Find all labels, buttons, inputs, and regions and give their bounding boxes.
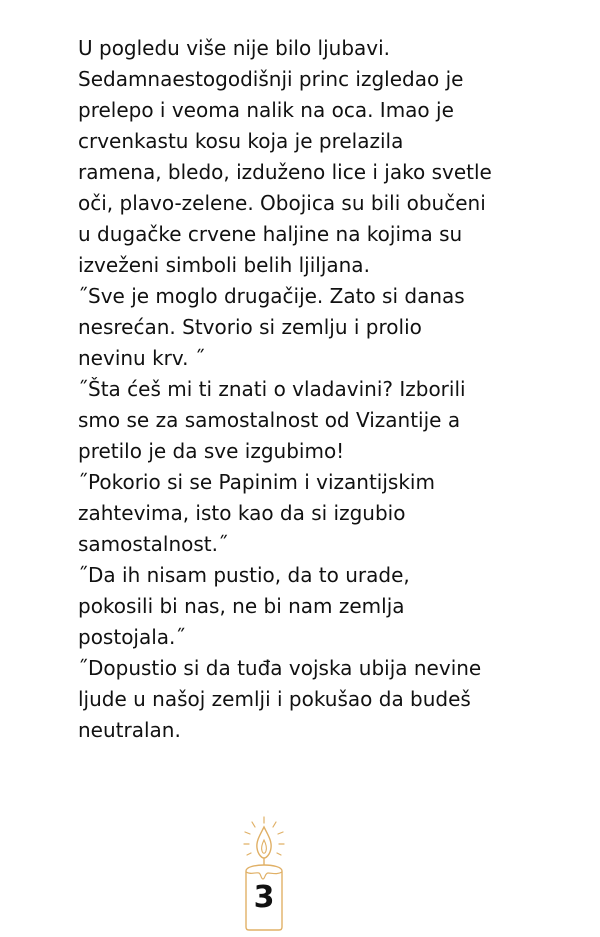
text-line: ljude u našoj zemlji i pokušao da budeš bbox=[78, 687, 471, 711]
paragraph bbox=[78, 653, 518, 746]
text-line: u dugačke crvene haljine na kojima su bbox=[78, 222, 463, 246]
paragraph bbox=[78, 560, 518, 653]
text-line: neutralan. bbox=[78, 718, 181, 742]
text-line: samostalnost.˝ bbox=[78, 532, 228, 556]
text-line: pretilo je da sve izgubimo! bbox=[78, 439, 345, 463]
page-number: 3 bbox=[253, 880, 275, 915]
text-line: ˝Pokorio si se Papinim i vizantijskim bbox=[78, 470, 435, 494]
text-line: oči, plavo-zelene. Obojica su bili obučeni bbox=[78, 191, 486, 215]
text-line: ˝Šta ćeš mi ti znati o vladavini? Izborili bbox=[78, 377, 466, 401]
paragraph bbox=[78, 281, 518, 374]
text-line: smo se za samostalnost od Vizantije a bbox=[78, 408, 461, 432]
text-line: U pogledu više nije bilo ljubavi. bbox=[78, 36, 391, 60]
text-line: zahtevima, isto kao da si izgubio bbox=[78, 501, 406, 525]
paragraph bbox=[78, 33, 518, 281]
text-line: ˝Dopustio si da tuđa vojska ubija nevine bbox=[78, 656, 482, 680]
text-line: pokosili bi nas, ne bi nam zemlja bbox=[78, 594, 405, 618]
text-line: Sedamnaestogodišnji princ izgledao je bbox=[78, 67, 464, 91]
text-line: prelepo i veoma nalik na oca. Imao je bbox=[78, 98, 454, 122]
paragraph bbox=[78, 374, 518, 467]
text-line: nesrećan. Stvorio si zemlju i prolio bbox=[78, 315, 422, 339]
text-line: crvenkastu kosu koja je prelazila bbox=[78, 129, 404, 153]
text-line: postojala.˝ bbox=[78, 625, 186, 649]
paragraph bbox=[78, 467, 518, 560]
text-line: ˝Da ih nisam pustio, da to urade, bbox=[78, 563, 410, 587]
text-line: nevinu krv. ˝ bbox=[78, 346, 205, 370]
page-footer bbox=[237, 815, 291, 933]
text-line: izveženi simboli belih ljiljana. bbox=[78, 253, 370, 277]
text-line: ˝Sve je moglo drugačije. Zato si danas bbox=[78, 284, 465, 308]
body-text bbox=[78, 33, 518, 746]
text-line: ramena, bledo, izduženo lice i jako svetle bbox=[78, 160, 492, 184]
